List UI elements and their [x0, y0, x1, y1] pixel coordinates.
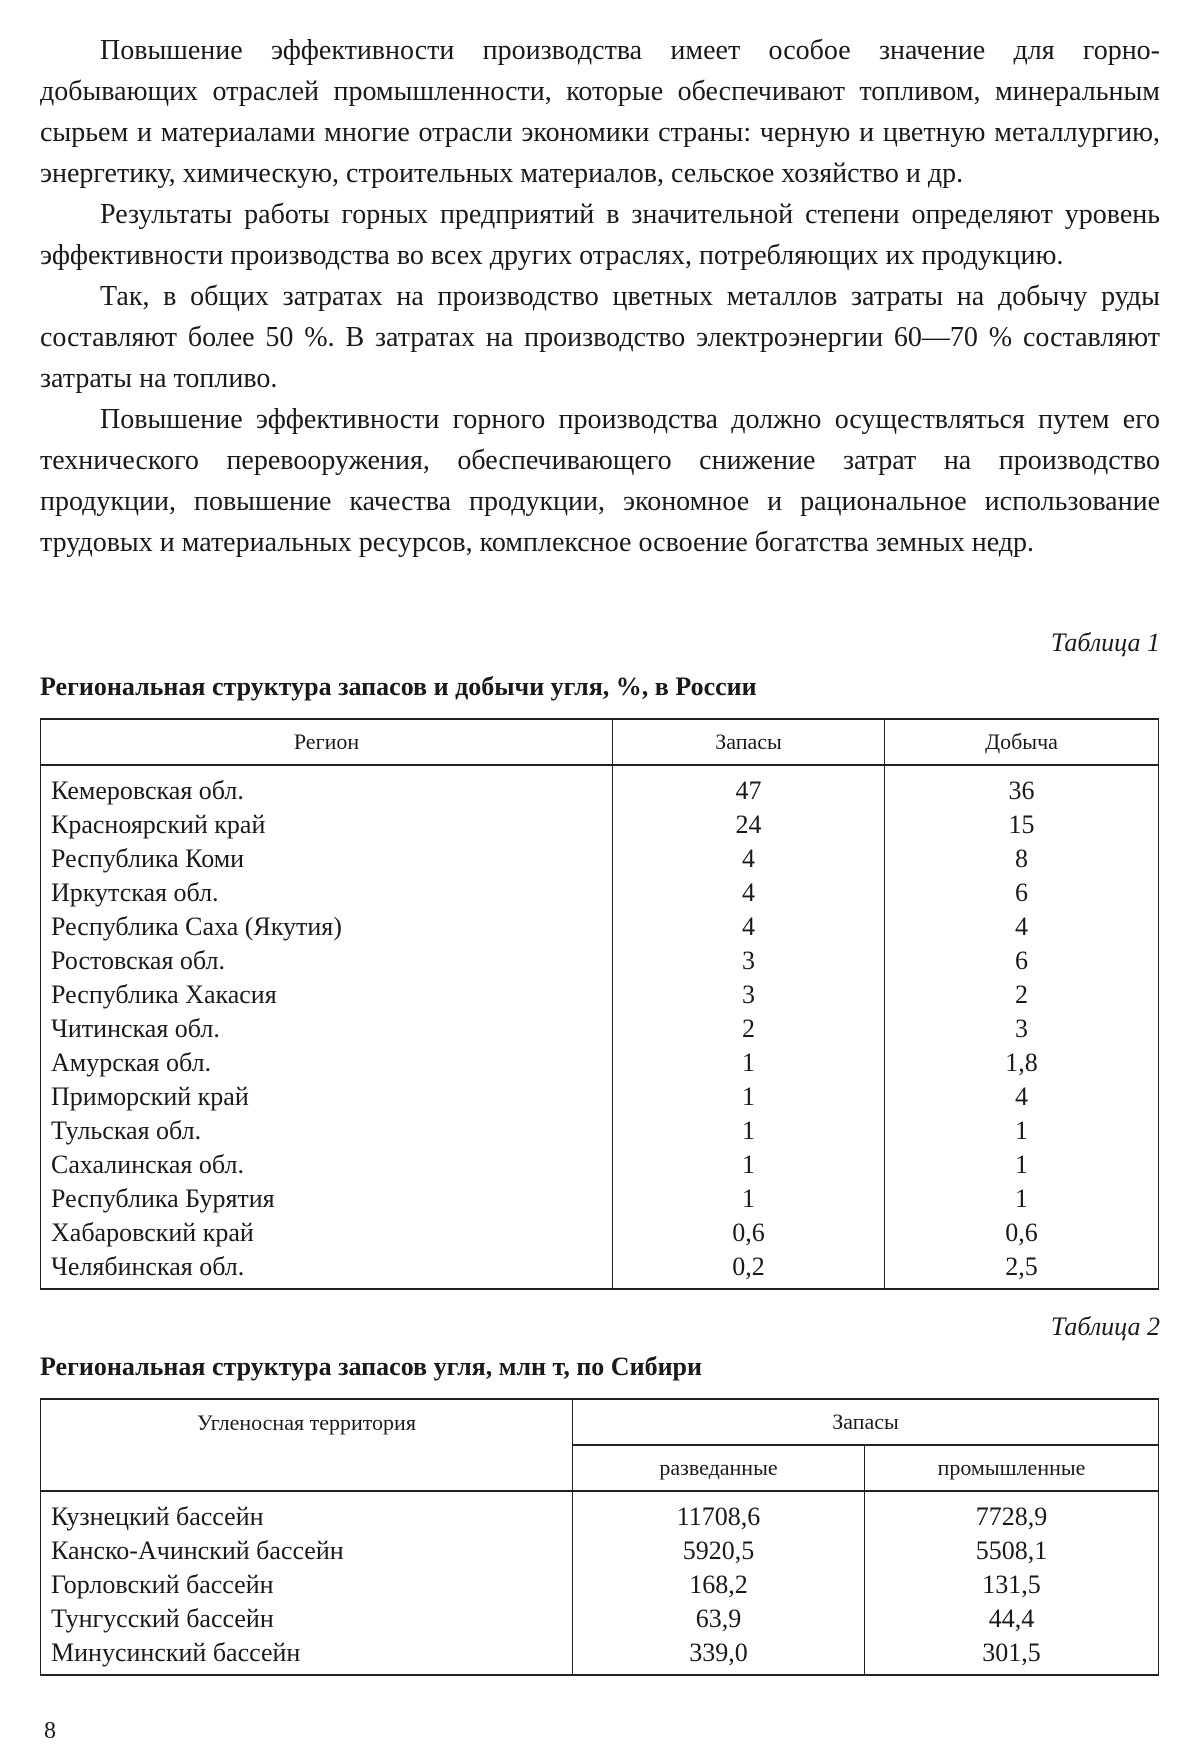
- table2-cell-value: 131,5: [865, 1568, 1159, 1602]
- body-text: [40, 30, 1160, 563]
- table2-cell-value: 7728,9: [865, 1491, 1159, 1534]
- table1-cell-value: 47: [613, 765, 885, 808]
- table1-row: [41, 1216, 1159, 1250]
- table2-header-territory: Угленосная территория: [41, 1399, 573, 1491]
- table1-cell-value: 1: [885, 1148, 1159, 1182]
- table1-cell-value: 4: [885, 1080, 1159, 1114]
- table2-header-industrial: промышленные: [865, 1445, 1159, 1491]
- table2-row: [41, 1636, 1159, 1675]
- table1-cell-value: 0,6: [885, 1216, 1159, 1250]
- table1-cell-name: Тульская обл.: [41, 1114, 613, 1148]
- table1-row: [41, 944, 1159, 978]
- table2-cell-name: Тунгусский бассейн: [41, 1602, 573, 1636]
- table1-cell-value: 4: [613, 842, 885, 876]
- table1-cell-name: Республика Хакасия: [41, 978, 613, 1012]
- table1-header-reserves: Запасы: [613, 719, 885, 765]
- table1-header-row: [41, 719, 1159, 765]
- table2-row: [41, 1568, 1159, 1602]
- table1-cell-value: 2,5: [885, 1250, 1159, 1289]
- table1-cell-value: 1: [885, 1114, 1159, 1148]
- table1-row: [41, 765, 1159, 808]
- table2-cell-value: 44,4: [865, 1602, 1159, 1636]
- table1-cell-name: Республика Коми: [41, 842, 613, 876]
- table1-caption: Таблица 1: [1050, 628, 1160, 657]
- table1-cell-value: 4: [613, 876, 885, 910]
- table2-cell-value: 5920,5: [573, 1534, 865, 1568]
- table1-cell-name: Хабаровский край: [41, 1216, 613, 1250]
- table1-cell-name: Сахалинская обл.: [41, 1148, 613, 1182]
- table1-cell-name: Читинская обл.: [41, 1012, 613, 1046]
- table2-cell-value: 11708,6: [573, 1491, 865, 1534]
- table1-cell-value: 0,2: [613, 1250, 885, 1289]
- table1-cell-value: 15: [885, 808, 1159, 842]
- table1-cell-value: 2: [613, 1012, 885, 1046]
- table1-cell-value: 1: [613, 1080, 885, 1114]
- table1-cell-value: 1: [885, 1182, 1159, 1216]
- paragraph: Повышение эффективности горного производства должно осуществляться путем его технического перевооружения, обеспечивающего снижение затрат на производство продукции, повышение качества продукции, экономное и рациональное использование трудовых и материальных ресурсов, комплексное освоение богатства земных недр.: [40, 404, 1160, 558]
- table1-cell-value: 3: [613, 978, 885, 1012]
- table2-header-row: [41, 1399, 1159, 1445]
- table1-row: [41, 842, 1159, 876]
- table1-cell-value: 3: [885, 1012, 1159, 1046]
- table1-row: [41, 876, 1159, 910]
- table2: [40, 1398, 1159, 1676]
- table1-cell-name: Республика Бурятия: [41, 1182, 613, 1216]
- paragraph: Так, в общих затратах на производство цветных металлов затраты на добычу руды составляют более 50 %. В затратах на производство электроэнергии 60—70 % составляют затраты на топливо.: [40, 281, 1160, 394]
- table1-cell-value: 36: [885, 765, 1159, 808]
- paragraph: Повышение эффективности производства имеет особое значение для горно-добывающих отраслей промышленности, которые обеспечивают топливом, минеральным сырьем и материалами многие отрасли экономики страны: черную и цветную металлургию, энергетику, химическую, строительных материалов, сельское хозяйство и др.: [40, 35, 1160, 189]
- table1-cell-value: 24: [613, 808, 885, 842]
- table1-row: [41, 1046, 1159, 1080]
- table1-cell-value: 3: [613, 944, 885, 978]
- table1-row: [41, 1012, 1159, 1046]
- table1-row: [41, 1250, 1159, 1289]
- paragraph: Результаты работы горных предприятий в значительной степени определяют уровень эффективности производства во всех других отраслях, потребляющих их продукцию.: [40, 199, 1160, 271]
- table2-cell-name: Горловский бассейн: [41, 1568, 573, 1602]
- table1-cell-value: 1,8: [885, 1046, 1159, 1080]
- table2-cell-value: 63,9: [573, 1602, 865, 1636]
- table1-cell-value: 4: [613, 910, 885, 944]
- table1-header-region: Регион: [41, 719, 613, 765]
- table2-title: Региональная структура запасов угля, млн т, по Сибири: [40, 1352, 702, 1381]
- table1-cell-value: 1: [613, 1046, 885, 1080]
- table1-cell-value: 0,6: [613, 1216, 885, 1250]
- table2-cell-name: Канско-Ачинский бассейн: [41, 1534, 573, 1568]
- table1-row: [41, 1182, 1159, 1216]
- table2-caption: Таблица 2: [1050, 1312, 1160, 1341]
- table1-cell-value: 8: [885, 842, 1159, 876]
- table1-row: [41, 1148, 1159, 1182]
- table1-cell-value: 1: [613, 1114, 885, 1148]
- page-number: 8: [44, 1718, 56, 1744]
- table1-header-production: Добыча: [885, 719, 1159, 765]
- table2-row: [41, 1491, 1159, 1534]
- table2-header-reserves: Запасы: [573, 1399, 1159, 1445]
- table2-cell-value: 339,0: [573, 1636, 865, 1675]
- table1-cell-name: Иркутская обл.: [41, 876, 613, 910]
- table1-row: [41, 910, 1159, 944]
- table1-cell-value: 6: [885, 944, 1159, 978]
- table2-cell-name: Кузнецкий бассейн: [41, 1491, 573, 1534]
- table2-header-explored: разведанные: [573, 1445, 865, 1491]
- table1-cell-value: 1: [613, 1182, 885, 1216]
- table1-cell-name: Приморский край: [41, 1080, 613, 1114]
- table1-cell-value: 6: [885, 876, 1159, 910]
- table1-cell-value: 4: [885, 910, 1159, 944]
- table1-row: [41, 978, 1159, 1012]
- table1-row: [41, 1080, 1159, 1114]
- table2-cell-value: 5508,1: [865, 1534, 1159, 1568]
- table1-cell-value: 1: [613, 1148, 885, 1182]
- table1-title: Региональная структура запасов и добычи угля, %, в России: [40, 672, 757, 701]
- table1-cell-value: 2: [885, 978, 1159, 1012]
- table1-row: [41, 1114, 1159, 1148]
- table2-cell-value: 301,5: [865, 1636, 1159, 1675]
- table1-cell-name: Ростовская обл.: [41, 944, 613, 978]
- table1: [40, 718, 1159, 1290]
- table2-row: [41, 1534, 1159, 1568]
- table2-cell-value: 168,2: [573, 1568, 865, 1602]
- table1-cell-name: Красноярский край: [41, 808, 613, 842]
- table2-row: [41, 1602, 1159, 1636]
- table1-row: [41, 808, 1159, 842]
- table1-cell-name: Челябинская обл.: [41, 1250, 613, 1289]
- table2-cell-name: Минусинский бассейн: [41, 1636, 573, 1675]
- table1-cell-name: Кемеровская обл.: [41, 765, 613, 808]
- table1-cell-name: Амурская обл.: [41, 1046, 613, 1080]
- table1-cell-name: Республика Саха (Якутия): [41, 910, 613, 944]
